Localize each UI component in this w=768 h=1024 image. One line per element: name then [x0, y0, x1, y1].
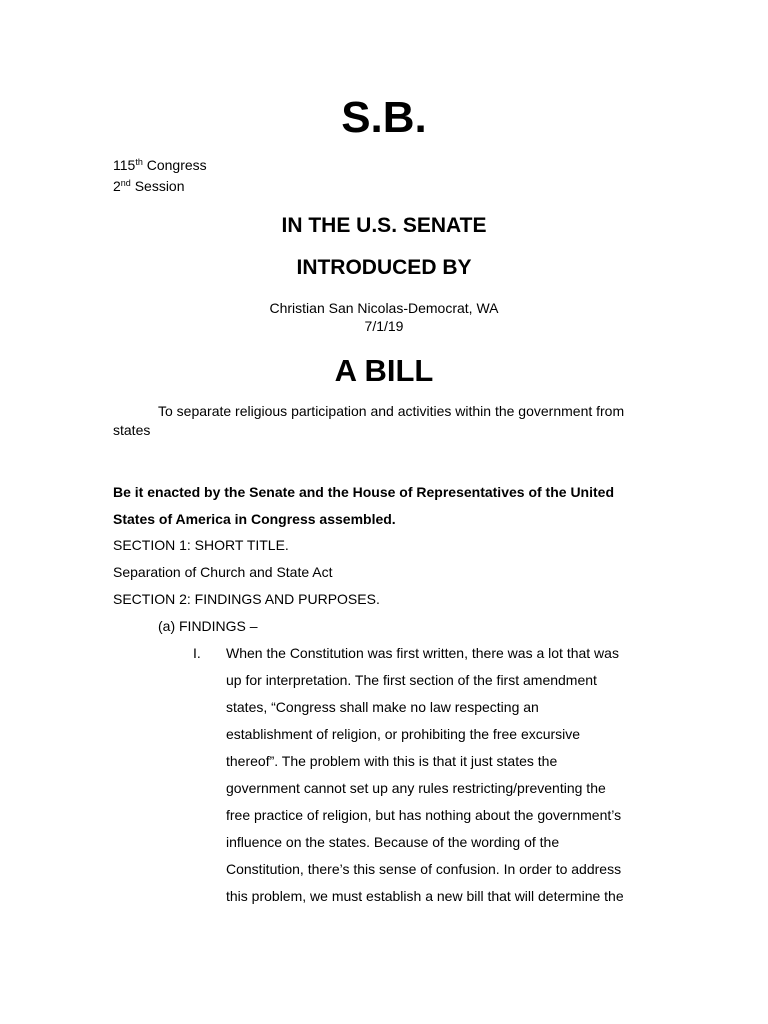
a-bill-heading: A BILL — [334, 353, 434, 388]
enacting-clause-line-1: Be it enacted by the Senate and the House of Representatives of the United — [113, 484, 614, 500]
congress-line — [113, 156, 207, 174]
finding-line: government cannot set up any rules restricting/preventing the — [226, 780, 606, 796]
finding-line: up for interpretation. The first section of the first amendment — [226, 672, 597, 688]
finding-line: influence on the states. Because of the wording of the — [226, 834, 560, 850]
finding-line: this problem, we must establish a new bill that will determine the — [226, 888, 624, 904]
bill-number: S.B. — [341, 93, 427, 142]
congress-number: 115 — [113, 157, 136, 173]
findings-heading: (a) FINDINGS – — [158, 618, 258, 634]
introduced-by-heading: INTRODUCED BY — [296, 256, 472, 279]
session-word: Session — [130, 178, 185, 194]
section-2-heading: SECTION 2: FINDINGS AND PURPOSES. — [113, 591, 380, 607]
section-1-heading: SECTION 1: SHORT TITLE. — [113, 537, 289, 553]
congress-suffix: th — [135, 157, 143, 167]
bill-purpose: To separate religious participation and activities within the government from states — [113, 403, 625, 438]
session-suffix: nd — [120, 178, 131, 188]
finding-line: When the Constitution was first written, there was a lot that was — [226, 645, 619, 661]
congress-word: Congress — [142, 157, 207, 173]
sponsor-name: Christian San Nicolas-Democrat, WA — [269, 300, 499, 316]
finding-line: free practice of religion, but has nothing about the government’s — [226, 807, 622, 823]
finding-line: establishment of religion, or prohibiting the free excursive — [226, 726, 581, 742]
finding-line: thereof”. The problem with this is that it just states the — [226, 753, 558, 769]
bill-date: 7/1/19 — [364, 318, 404, 334]
session-line — [113, 177, 185, 195]
short-title: Separation of Church and State Act — [113, 564, 333, 580]
session-number: 2 — [113, 178, 121, 194]
enacting-clause-line-2: States of America in Congress assembled. — [113, 511, 396, 527]
finding-line: states, “Congress shall make no law respecting an — [226, 699, 539, 715]
finding-marker: I. — [193, 645, 201, 661]
chamber-heading: IN THE U.S. SENATE — [281, 214, 487, 237]
finding-line: Constitution, there’s this sense of confusion. In order to address — [226, 861, 622, 877]
